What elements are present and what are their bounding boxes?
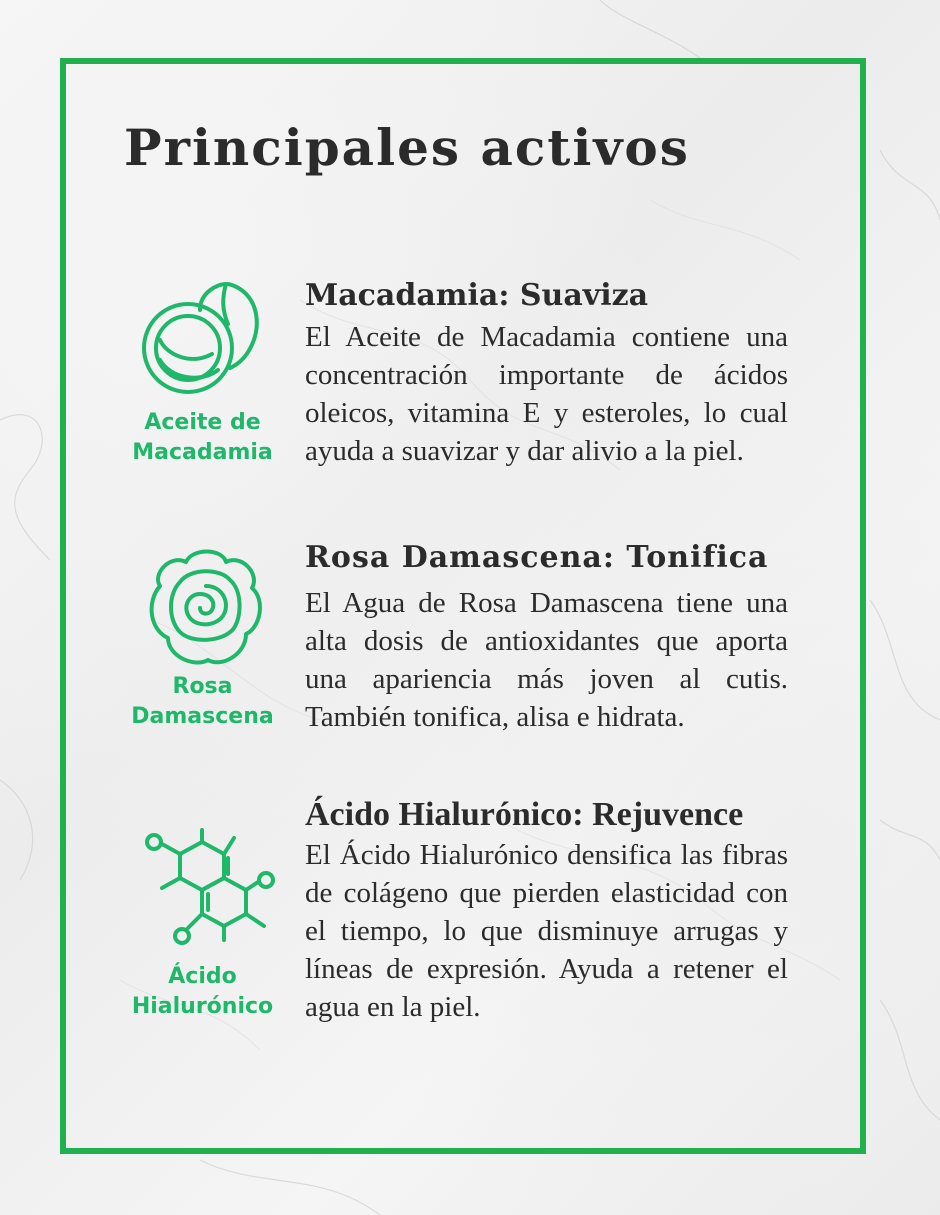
icon-label-line: Aceite de	[144, 410, 261, 435]
icon-label-acido	[120, 962, 285, 1022]
page-title: Principales activos	[124, 118, 690, 177]
macadamia-icon	[130, 280, 280, 400]
ingredient-heading: Rosa Damascena: Tonifica	[305, 540, 769, 575]
ingredient-heading: Macadamia: Suaviza	[305, 278, 649, 313]
icon-label-rosa	[120, 672, 285, 732]
ingredient-description: El Agua de Rosa Damascena tiene una alta dosis de antioxidantes que aporta una apariencia más joven al cutis. También tonifica, alisa e hidrata.	[305, 587, 788, 733]
icon-label-line: Rosa	[172, 674, 233, 699]
icon-label-line: Ácido	[168, 964, 237, 989]
icon-label-line: Macadamia	[132, 440, 273, 465]
rose-icon	[130, 544, 280, 674]
ingredient-heading: Ácido Hialurónico: Rejuvence	[305, 796, 744, 833]
ingredient-description: El Aceite de Macadamia contiene una concentración importante de ácidos oleicos, vitamina E y esteroles, lo cual ayuda a suavizar y dar alivio a la piel.	[305, 321, 788, 467]
icon-label-macadamia	[120, 408, 285, 468]
molecule-icon	[130, 828, 280, 958]
icon-label-line: Damascena	[131, 704, 274, 729]
icon-label-line: Hialurónico	[131, 994, 274, 1019]
ingredient-description: El Ácido Hialurónico densifica las fibras de colágeno que pierden elasticidad con el tiempo, lo que disminuye arrugas y líneas de expresión. Ayuda a retener el agua en la piel.	[305, 839, 788, 1023]
